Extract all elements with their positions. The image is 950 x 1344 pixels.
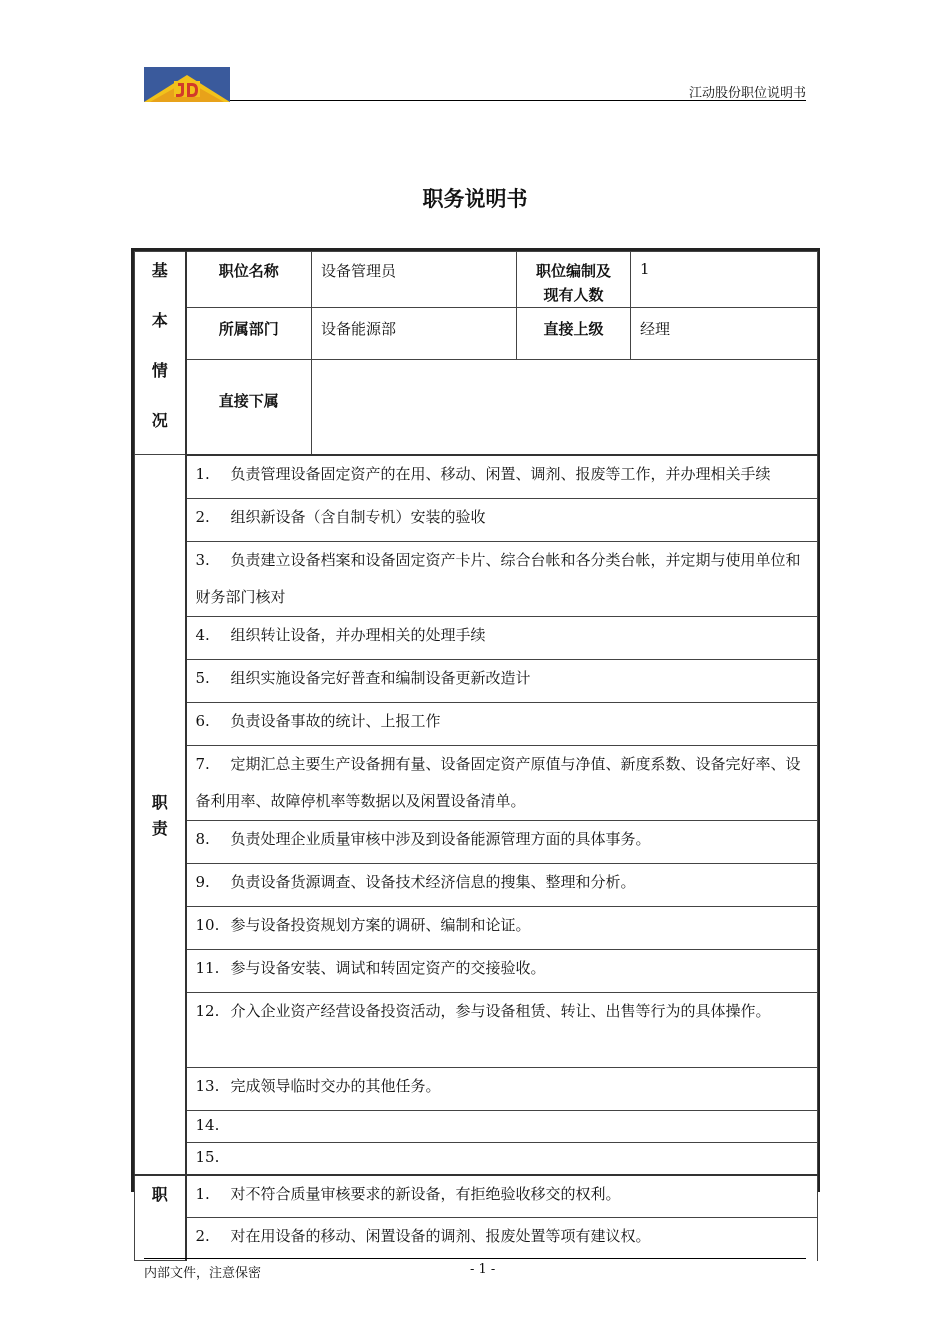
superior-label: 直接上级 [517,308,631,360]
duty-item: 2. 组织新设备（含自制专机）安装的验收 [186,498,818,541]
duties-section-label: 职 责 [135,455,186,1175]
right-item: 2. 对在用设备的移动、闲置设备的调剂、报废处置等项有建议权。 [186,1217,818,1261]
page-number: - 1 - [470,1262,496,1277]
right-item: 1. 对不符合质量审核要求的新设备，有拒绝验收移交的权利。 [186,1175,818,1218]
subordinate-value [312,360,818,455]
position-name-value: 设备管理员 [312,252,517,308]
company-logo [144,67,230,102]
duty-item: 5. 组织实施设备完好普查和编制设备更新改造计 [186,659,818,702]
position-name-label: 职位名称 [186,252,312,308]
duty-item: 15. [186,1142,818,1175]
footer-confidential: 内部文件，注意保密 [144,1266,262,1281]
duty-item: 10. 参与设备投资规划方案的调研、编制和论证。 [186,906,818,949]
duty-item: 13. 完成领导临时交办的其他任务。 [186,1067,818,1110]
headcount-label: 职位编制及 现有人数 [517,252,631,308]
duty-item: 6. 负责设备事故的统计、上报工作 [186,702,818,745]
duty-item: 7. 定期汇总主要生产设备拥有量、设备固定资产原值与净值、新度系数、设备完好率、设备利用率、故障停机率等数据以及闲置设备清单。 [186,745,818,820]
department-value: 设备能源部 [312,308,517,360]
duty-item: 1. 负责管理设备固定资产的在用、移动、闲置、调剂、报废等工作，并办理相关手续 [186,455,818,499]
headcount-value: 1 [631,252,818,308]
duty-item: 14. [186,1110,818,1142]
footer-rule [144,1258,806,1259]
duty-item: 12. 介入企业资产经营设备投资活动，参与设备租赁、转让、出售等行为的具体操作。 [186,992,818,1067]
job-description-table [134,251,818,1261]
duty-item: 11. 参与设备安装、调试和转固定资产的交接验收。 [186,949,818,992]
basic-section-label: 基 本 情 况 [135,252,186,455]
department-label: 所属部门 [186,308,312,360]
header-title: 江动股份职位说明书 [688,86,806,101]
subordinate-label: 直接下属 [186,360,312,455]
duty-item: 3. 负责建立设备档案和设备固定资产卡片、综合台帐和各分类台帐，并定期与使用单位和财务部门核对 [186,541,818,616]
rights-section-label: 职 [135,1175,186,1261]
duty-item: 8. 负责处理企业质量审核中涉及到设备能源管理方面的具体事务。 [186,820,818,863]
superior-value: 经理 [631,308,818,360]
document-title: 职务说明书 [422,187,528,211]
duty-item: 9. 负责设备货源调查、设备技术经济信息的搜集、整理和分析。 [186,863,818,906]
duty-item: 4. 组织转让设备，并办理相关的处理手续 [186,616,818,659]
